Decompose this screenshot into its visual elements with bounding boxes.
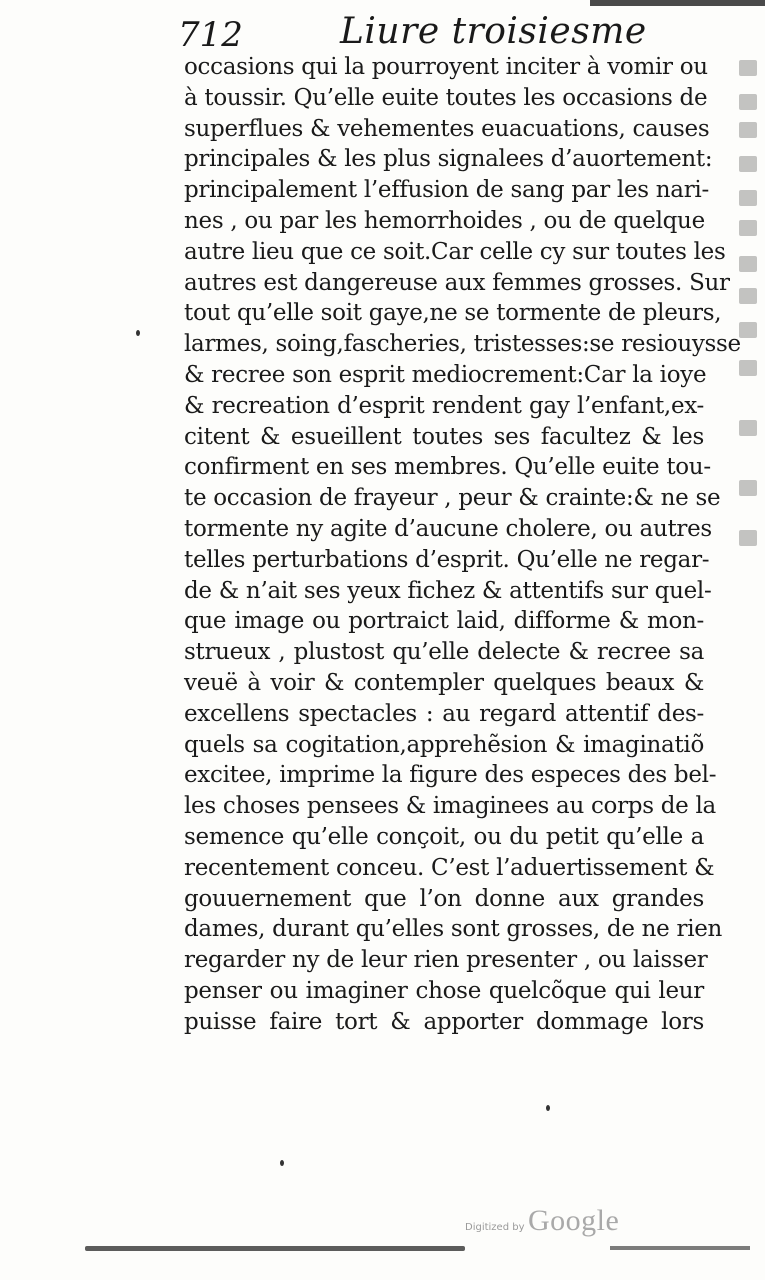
text-line: autre lieu que ce soit.Car celle cy sur toutes les xyxy=(184,238,726,265)
text-line: dames, durant qu’elles sont grosses, de ne rien xyxy=(184,916,723,943)
text-line: larmes, soing,fascheries, tristesses:se resiouysse xyxy=(184,331,741,358)
text-line: regarder ny de leur rien presenter , ou laisser xyxy=(184,947,708,974)
bottom-edge-rule-right xyxy=(610,1246,750,1250)
page-number: 712 xyxy=(178,15,243,55)
text-line: recentement conceu. C’est l’aduertissement & xyxy=(184,854,715,881)
text-line: principales & les plus signalees d’auortement: xyxy=(184,146,713,173)
text-line: de & n’ait ses yeux fichez & attentifs sur quel- xyxy=(184,577,712,604)
text-line: te occasion de frayeur , peur & crainte:& ne se xyxy=(184,485,721,512)
running-head: Liure troisiesme xyxy=(340,11,647,52)
google-watermark: Google xyxy=(528,1204,620,1237)
text-line: occasions qui la pourroyent inciter à vomir ou xyxy=(184,54,708,80)
bleed-through-margin xyxy=(735,60,763,580)
text-line: telles perturbations d’esprit. Qu’elle ne regar- xyxy=(184,546,710,573)
bottom-edge-rule xyxy=(85,1246,465,1251)
text-line: les choses pensees & imaginees au corps de la xyxy=(184,793,716,820)
stray-ink-mark xyxy=(280,1160,284,1166)
text-line: autres est dangereuse aux femmes grosses. Sur xyxy=(184,269,730,296)
text-line: semence qu’elle conçoit, ou du petit qu’elle a xyxy=(184,823,704,850)
text-line: & recree son esprit mediocrement:Car la ioye xyxy=(184,361,707,388)
text-line: & recreation d’esprit rendent gay l’enfant,ex- xyxy=(184,392,704,419)
text-line: quels sa cogitation,apprehẽsion & imaginatiõ xyxy=(184,731,704,758)
body-text xyxy=(184,52,741,1038)
text-line: confirment en ses membres. Qu’elle euite tou- xyxy=(184,454,711,481)
text-line: gouuernement que l’on donne aux grandes xyxy=(184,885,704,912)
digitized-by-label: Digitized by xyxy=(465,1222,525,1233)
text-line: veuë à voir & contempler quelques beaux & xyxy=(184,669,704,696)
text-line: excitee, imprime la figure des especes des bel- xyxy=(184,762,717,789)
text-line: principalement l’effusion de sang par les nari- xyxy=(184,177,709,204)
text-line: strueux , plustost qu’elle delecte & recree sa xyxy=(184,639,704,666)
stray-ink-mark xyxy=(546,1105,550,1111)
text-line: nes , ou par les hemorrhoides , ou de quelque xyxy=(184,207,705,234)
text-line: tormente ny agite d’aucune cholere, ou autres xyxy=(184,515,712,542)
text-line: que image ou portraict laid, difforme & mon- xyxy=(184,608,704,635)
text-line: superflues & vehementes euacuations, causes xyxy=(184,115,710,142)
text-line: tout qu’elle soit gaye,ne se tormente de pleurs, xyxy=(184,300,722,327)
text-line: puisse faire tort & apporter dommage lors xyxy=(184,1008,704,1035)
text-line: penser ou imaginer chose quelcõque qui leur xyxy=(184,977,704,1004)
top-edge-rule xyxy=(590,0,765,6)
text-line: à toussir. Qu’elle euite toutes les occasions de xyxy=(184,84,708,111)
stray-ink-mark xyxy=(136,330,140,336)
text-line: citent & esueillent toutes ses facultez & les xyxy=(184,423,704,450)
text-line: excellens spectacles : au regard attentif des- xyxy=(184,700,704,727)
